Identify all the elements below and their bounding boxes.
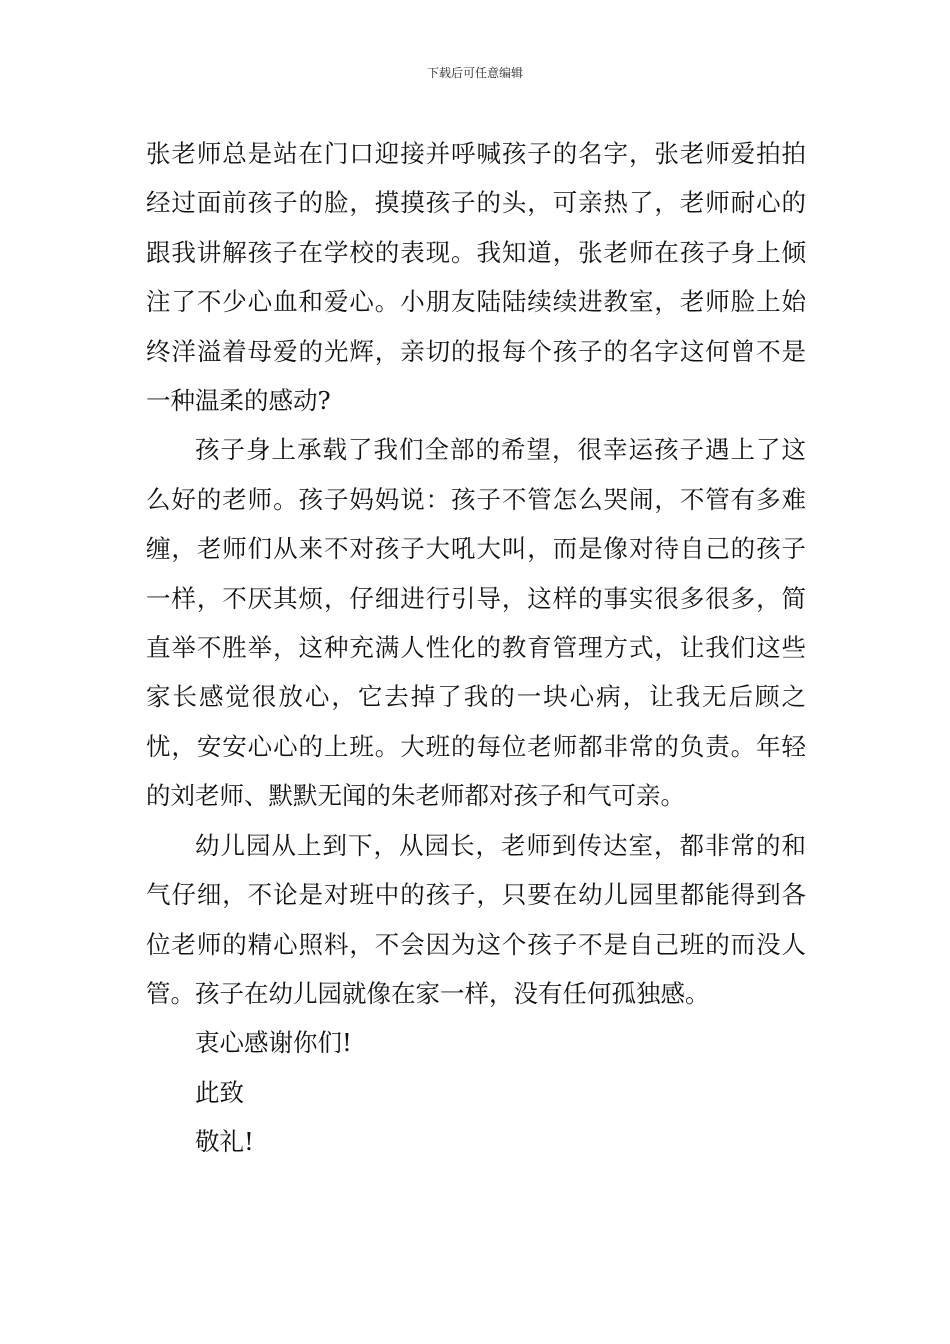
- closing-thanks: 衷心感谢你们!: [195, 1028, 352, 1058]
- paragraph-3: 幼儿园从上到下，从园长，老师到传达室，都非常的和气仔细，不论是对班中的孩子，只要在幼儿园里都能得到各位老师的精心照料，不会因为这个孩子不是自己班的而没人管。孩子在幼儿园就像在家一样，没有任何孤独感。: [146, 830, 806, 1008]
- page-header-note: 下载后可任意编辑: [426, 66, 523, 80]
- paragraph-2: 孩子身上承载了我们全部的希望，很幸运孩子遇上了这么好的老师。孩子妈妈说：孩子不管怎么哭闹，不管有多难缠，老师们从来不对孩子大吼大叫，而是像对待自己的孩子一样，不厌其烦，仔细进行引导，这样的事实很多很多，简直举不胜举，这种充满人性化的教育管理方式，让我们这些家长感觉很放心，它去掉了我的一块心病，让我无后顾之忧，安安心心的上班。大班的每位老师都非常的负责。年轻的刘老师、默默无闻的朱老师都对孩子和气可亲。: [146, 435, 806, 811]
- closing-regards: 敬礼!: [195, 1127, 254, 1157]
- closing-salutation: 此致: [195, 1077, 244, 1107]
- paragraph-1: 张老师总是站在门口迎接并呼喊孩子的名字，张老师爱拍拍经过面前孩子的脸，摸摸孩子的头，可亲热了，老师耐心的跟我讲解孩子在学校的表现。我知道，张老师在孩子身上倾注了不少心血和爱心。小朋友陆陆续续进教室，老师脸上始终洋溢着母爱的光辉，亲切的报每个孩子的名字这何曾不是一种温柔的感动?: [146, 139, 806, 416]
- letter-body: [146, 129, 806, 1167]
